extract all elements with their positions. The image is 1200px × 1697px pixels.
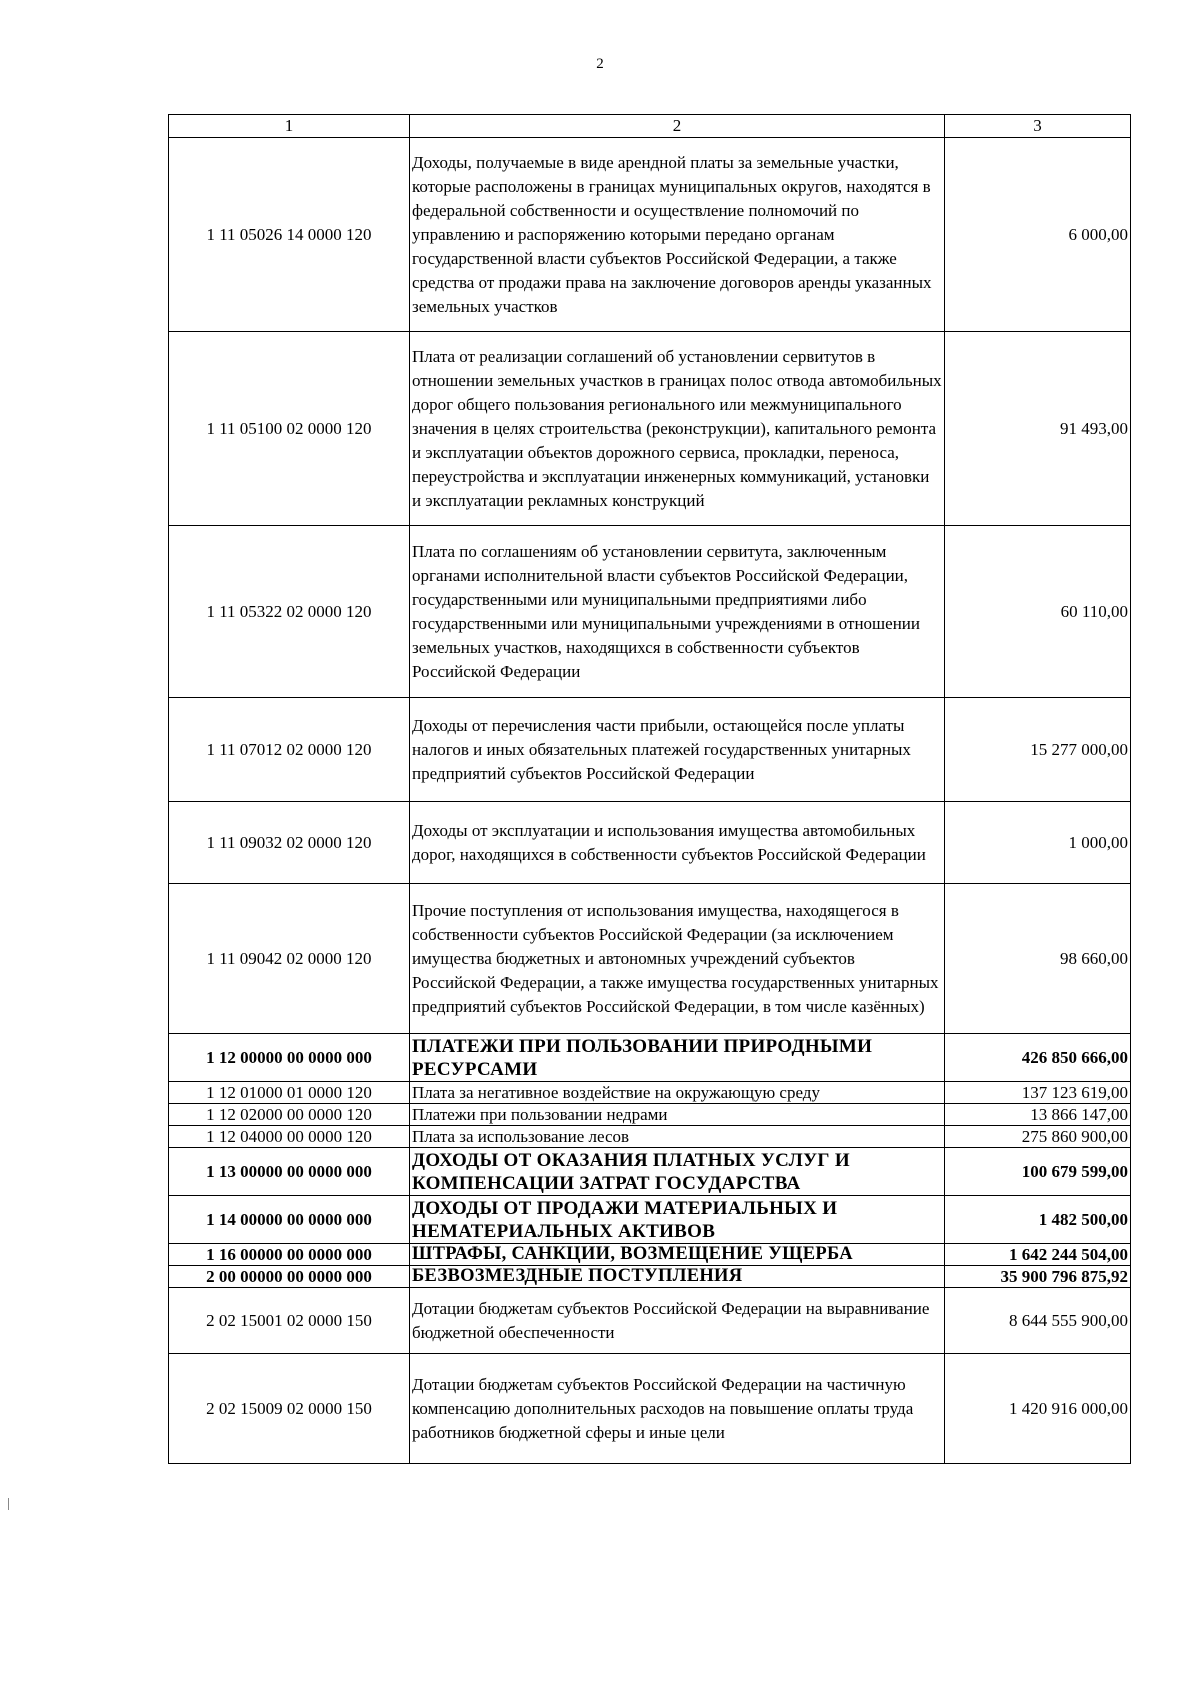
row-description: ПЛАТЕЖИ ПРИ ПОЛЬЗОВАНИИ ПРИРОДНЫМИ РЕСУРСАМИ bbox=[410, 1034, 945, 1082]
table-row bbox=[169, 1104, 1131, 1126]
row-amount: 1 482 500,00 bbox=[945, 1196, 1131, 1244]
row-code: 2 00 00000 00 0000 000 bbox=[169, 1266, 410, 1288]
row-description: Дотации бюджетам субъектов Российской Федерации на частичную компенсацию дополнительных расходов на повышение оплаты труда работников бюджетной сферы и иные цели bbox=[410, 1354, 945, 1464]
row-amount: 60 110,00 bbox=[945, 526, 1131, 698]
table-row bbox=[169, 698, 1131, 802]
table-row bbox=[169, 138, 1131, 332]
row-amount: 137 123 619,00 bbox=[945, 1082, 1131, 1104]
table-row bbox=[169, 1288, 1131, 1354]
page-number: 2 bbox=[596, 56, 604, 72]
row-code: 1 11 05322 02 0000 120 bbox=[169, 526, 410, 698]
row-description: ДОХОДЫ ОТ ПРОДАЖИ МАТЕРИАЛЬНЫХ И НЕМАТЕРИАЛЬНЫХ АКТИВОВ bbox=[410, 1196, 945, 1244]
revenue-table bbox=[168, 114, 1131, 1464]
row-amount: 1 642 244 504,00 bbox=[945, 1244, 1131, 1266]
row-code: 1 11 05026 14 0000 120 bbox=[169, 138, 410, 332]
row-code: 1 14 00000 00 0000 000 bbox=[169, 1196, 410, 1244]
row-amount: 426 850 666,00 bbox=[945, 1034, 1131, 1082]
row-code: 1 13 00000 00 0000 000 bbox=[169, 1148, 410, 1196]
table-row bbox=[169, 1126, 1131, 1148]
row-amount: 35 900 796 875,92 bbox=[945, 1266, 1131, 1288]
row-description: ДОХОДЫ ОТ ОКАЗАНИЯ ПЛАТНЫХ УСЛУГ И КОМПЕНСАЦИИ ЗАТРАТ ГОСУДАРСТВА bbox=[410, 1148, 945, 1196]
row-description: Дотации бюджетам субъектов Российской Федерации на выравнивание бюджетной обеспеченности bbox=[410, 1288, 945, 1354]
row-code: 1 12 04000 00 0000 120 bbox=[169, 1126, 410, 1148]
row-description: Доходы, получаемые в виде арендной платы за земельные участки, которые расположены в границах муниципальных округов, находятся в федеральной собственности и осуществление полномочий по управлению и распоряжению которыми передано органам государственной власти субъектов Российской Федерации, а также средства от продажи права на заключение договоров аренды указанных земельных участков bbox=[410, 138, 945, 332]
row-amount: 8 644 555 900,00 bbox=[945, 1288, 1131, 1354]
row-description: БЕЗВОЗМЕЗДНЫЕ ПОСТУПЛЕНИЯ bbox=[410, 1266, 945, 1288]
row-code: 1 12 00000 00 0000 000 bbox=[169, 1034, 410, 1082]
row-description: Прочие поступления от использования имущества, находящегося в собственности субъектов Российской Федерации (за исключением имущества бюджетных и автономных учреждений субъектов Российской Федерации, а также имущества государственных унитарных предприятий субъектов Российской Федерации, в том числе казённых) bbox=[410, 884, 945, 1034]
row-description: Плата за негативное воздействие на окружающую среду bbox=[410, 1082, 945, 1104]
row-code: 1 11 07012 02 0000 120 bbox=[169, 698, 410, 802]
row-amount: 15 277 000,00 bbox=[945, 698, 1131, 802]
column-header-3: 3 bbox=[945, 115, 1131, 138]
table-row bbox=[169, 526, 1131, 698]
column-header-1: 1 bbox=[169, 115, 410, 138]
row-amount: 1 420 916 000,00 bbox=[945, 1354, 1131, 1464]
table-row bbox=[169, 1148, 1131, 1196]
row-code: 1 12 02000 00 0000 120 bbox=[169, 1104, 410, 1126]
row-code: 1 11 09042 02 0000 120 bbox=[169, 884, 410, 1034]
row-amount: 1 000,00 bbox=[945, 802, 1131, 884]
column-header-2: 2 bbox=[410, 115, 945, 138]
row-code: 2 02 15009 02 0000 150 bbox=[169, 1354, 410, 1464]
row-code: 1 16 00000 00 0000 000 bbox=[169, 1244, 410, 1266]
table-row bbox=[169, 1196, 1131, 1244]
row-amount: 100 679 599,00 bbox=[945, 1148, 1131, 1196]
row-description: Доходы от перечисления части прибыли, остающейся после уплаты налогов и иных обязательных платежей государственных унитарных предприятий субъектов Российской Федерации bbox=[410, 698, 945, 802]
row-description: Платежи при пользовании недрами bbox=[410, 1104, 945, 1126]
row-amount: 98 660,00 bbox=[945, 884, 1131, 1034]
table-row bbox=[169, 884, 1131, 1034]
table-row bbox=[169, 1082, 1131, 1104]
scan-mark bbox=[8, 1498, 9, 1510]
row-code: 1 11 09032 02 0000 120 bbox=[169, 802, 410, 884]
row-amount: 6 000,00 bbox=[945, 138, 1131, 332]
row-amount: 13 866 147,00 bbox=[945, 1104, 1131, 1126]
table-row bbox=[169, 1354, 1131, 1464]
table-row bbox=[169, 1244, 1131, 1266]
row-amount: 275 860 900,00 bbox=[945, 1126, 1131, 1148]
table-row bbox=[169, 1266, 1131, 1288]
table-header-row bbox=[169, 115, 1131, 138]
row-code: 2 02 15001 02 0000 150 bbox=[169, 1288, 410, 1354]
row-description: Плата от реализации соглашений об установлении сервитутов в отношении земельных участков в границах полос отвода автомобильных дорог общего пользования регионального или межмуниципального значения в целях строительства (реконструкции), капитального ремонта и эксплуатации объектов дорожного сервиса, прокладки, переноса, переустройства и эксплуатации инженерных коммуникаций, установки и эксплуатации рекламных конструкций bbox=[410, 332, 945, 526]
row-code: 1 11 05100 02 0000 120 bbox=[169, 332, 410, 526]
row-description: Плата за использование лесов bbox=[410, 1126, 945, 1148]
row-description: Доходы от эксплуатации и использования имущества автомобильных дорог, находящихся в собственности субъектов Российской Федерации bbox=[410, 802, 945, 884]
table-row bbox=[169, 802, 1131, 884]
row-code: 1 12 01000 01 0000 120 bbox=[169, 1082, 410, 1104]
table-row bbox=[169, 1034, 1131, 1082]
row-description: Плата по соглашениям об установлении сервитута, заключенным органами исполнительной власти субъектов Российской Федерации, государственными или муниципальными предприятиями либо государственными или муниципальными учреждениями в отношении земельных участков, находящихся в собственности субъектов Российской Федерации bbox=[410, 526, 945, 698]
row-amount: 91 493,00 bbox=[945, 332, 1131, 526]
table-row bbox=[169, 332, 1131, 526]
row-description: ШТРАФЫ, САНКЦИИ, ВОЗМЕЩЕНИЕ УЩЕРБА bbox=[410, 1244, 945, 1266]
